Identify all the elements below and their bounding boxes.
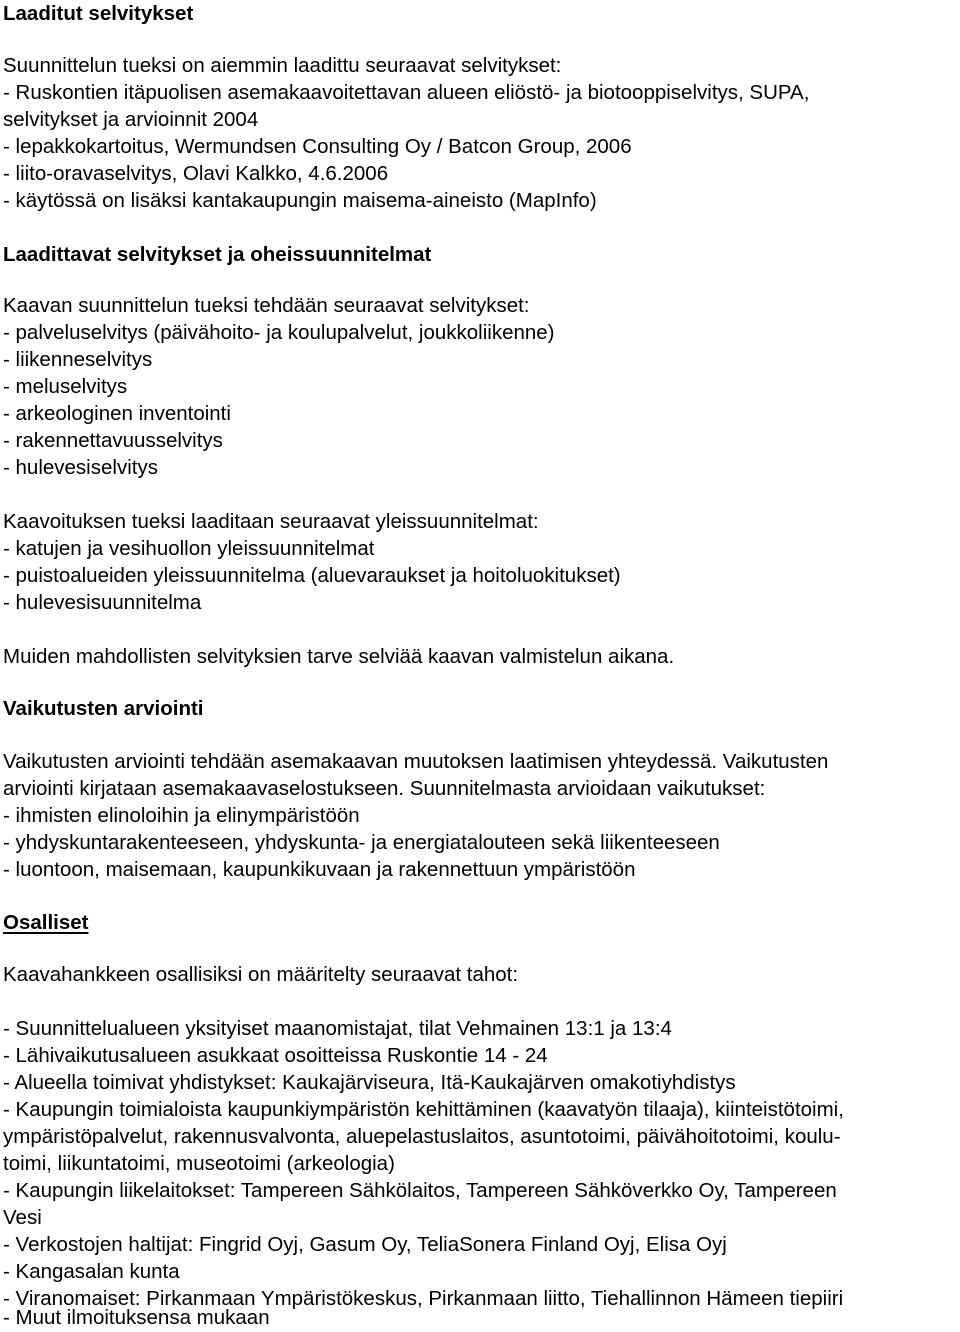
list-item: - käytössä on lisäksi kantakaupungin maisema-aineisto (MapInfo) bbox=[3, 189, 597, 212]
list-item: - ihmisten elinoloihin ja elinympäristöön bbox=[3, 804, 360, 827]
list-item-continuation: selvitykset ja arvioinnit 2004 bbox=[3, 108, 259, 131]
heading-osalliset: Osalliset bbox=[3, 911, 89, 934]
list-item: - hulevesiselvitys bbox=[3, 456, 158, 479]
paragraph-note: Muiden mahdollisten selvityksien tarve selviää kaavan valmistelun aikana. bbox=[3, 645, 675, 668]
list-item: - Muut ilmoituksensa mukaan bbox=[3, 1306, 270, 1329]
list-item: - palveluselvitys (päivähoito- ja koulupalvelut, joukkoliikenne) bbox=[3, 321, 555, 344]
paragraph-line: Vaikutusten arviointi tehdään asemakaavan muutoksen laatimisen yhteydessä. Vaikutusten bbox=[3, 750, 829, 773]
paragraph-line: Kaavan suunnittelun tueksi tehdään seuraavat selvitykset: bbox=[3, 294, 530, 317]
list-item: - liito-oravaselvitys, Olavi Kalkko, 4.6.2006 bbox=[3, 162, 389, 185]
list-item: - Alueella toimivat yhdistykset: Kaukajärviseura, Itä-Kaukajärven omakotiyhdistys bbox=[3, 1071, 736, 1094]
list-item-continuation: toimi, liikuntatoimi, museotoimi (arkeologia) bbox=[3, 1152, 395, 1175]
list-item: - hulevesisuunnitelma bbox=[3, 591, 202, 614]
list-item: - lepakkokartoitus, Wermundsen Consulting Oy / Batcon Group, 2006 bbox=[3, 135, 632, 158]
list-item: - katujen ja vesihuollon yleissuunnitelmat bbox=[3, 537, 375, 560]
list-item: - liikenneselvitys bbox=[3, 348, 153, 371]
list-item: - Lähivaikutusalueen asukkaat osoitteissa Ruskontie 14 - 24 bbox=[3, 1044, 548, 1067]
list-item: - Ruskontien itäpuolisen asemakaavoitettavan alueen eliöstö- ja biotooppiselvitys, SUPA, bbox=[3, 81, 810, 104]
list-item-continuation: Vesi bbox=[3, 1206, 42, 1229]
list-item: - Viranomaiset: Pirkanmaan Ympäristökeskus, Pirkanmaan liitto, Tiehallinnon Hämeen tiepiiri bbox=[3, 1287, 844, 1310]
heading-vaikutusten-arviointi: Vaikutusten arviointi bbox=[3, 697, 204, 720]
list-item: - rakennettavuusselvitys bbox=[3, 429, 223, 452]
list-item: - yhdyskuntarakenteeseen, yhdyskunta- ja energiatalouteen sekä liikenteeseen bbox=[3, 831, 720, 854]
list-item: - luontoon, maisemaan, kaupunkikuvaan ja rakennettuun ympäristöön bbox=[3, 858, 636, 881]
paragraph-line: arviointi kirjataan asemakaavaselostukseen. Suunnitelmasta arvioidaan vaikutukset: bbox=[3, 777, 766, 800]
heading-laadittavat: Laadittavat selvitykset ja oheissuunnitelmat bbox=[3, 243, 432, 266]
list-item: - meluselvitys bbox=[3, 375, 128, 398]
list-item: - Kangasalan kunta bbox=[3, 1260, 180, 1283]
paragraph-intro: Kaavahankkeen osallisiksi on määritelty seuraavat tahot: bbox=[3, 963, 519, 986]
list-item: - Kaupungin toimialoista kaupunkiympäristön kehittäminen (kaavatyön tilaaja), kiinteistötoimi, bbox=[3, 1098, 844, 1121]
list-item: - Verkostojen haltijat: Fingrid Oyj, Gasum Oy, TeliaSonera Finland Oyj, Elisa Oyj bbox=[3, 1233, 727, 1256]
heading-laaditut: Laaditut selvitykset bbox=[3, 2, 194, 25]
paragraph-line: Suunnittelun tueksi on aiemmin laadittu seuraavat selvitykset: bbox=[3, 54, 562, 77]
list-item: - Suunnittelualueen yksityiset maanomistajat, tilat Vehmainen 13:1 ja 13:4 bbox=[3, 1017, 672, 1040]
paragraph-line: Kaavoituksen tueksi laaditaan seuraavat yleissuunnitelmat: bbox=[3, 510, 539, 533]
list-item: - Kaupungin liikelaitokset: Tampereen Sähkölaitos, Tampereen Sähköverkko Oy, Tampereen bbox=[3, 1179, 837, 1202]
list-item-continuation: ympäristöpalvelut, rakennusvalvonta, aluepelastuslaitos, asuntotoimi, päivähoitotoimi, koulu- bbox=[3, 1125, 841, 1148]
list-item: - puistoalueiden yleissuunnitelma (aluevaraukset ja hoitoluokitukset) bbox=[3, 564, 621, 587]
list-item: - arkeologinen inventointi bbox=[3, 402, 231, 425]
